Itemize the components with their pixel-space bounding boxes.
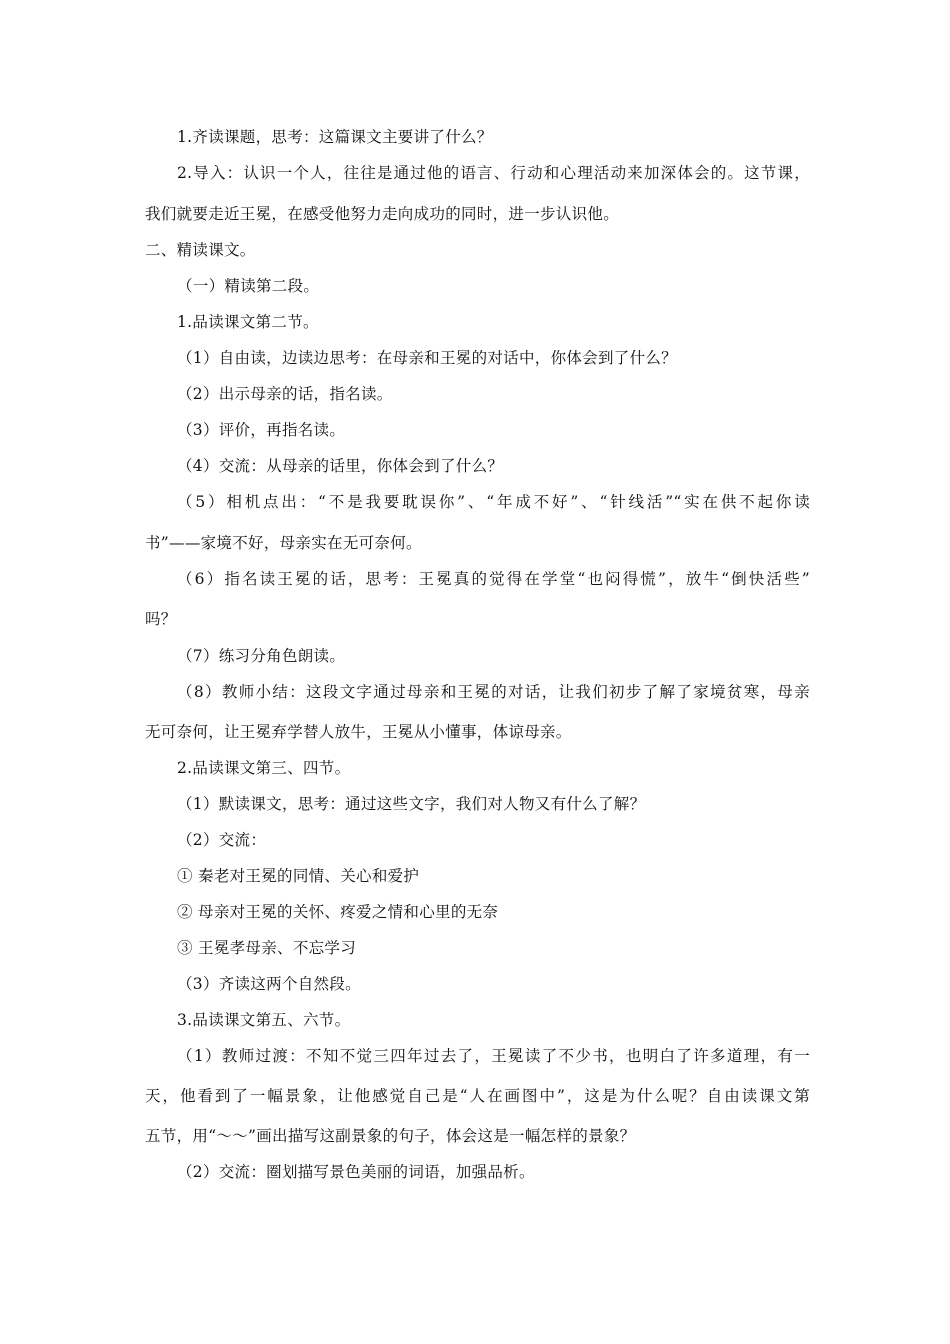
- list-item: ① 秦老对王冕的同情、关心和爱护: [177, 867, 420, 885]
- text-line: （6）指名读王冕的话，思考：王冕真的觉得在学堂“也闷得慌”，放牛“倒快活些”: [177, 570, 810, 588]
- text-line: 1.齐读课题，思考：这篇课文主要讲了什么？: [177, 128, 493, 146]
- text-line: 无可奈何，让王冕弃学替人放牛，王冕从小懂事，体谅母亲。: [145, 723, 572, 741]
- text-line: （2）出示母亲的话，指名读。: [177, 385, 393, 403]
- text-line: 吗？: [145, 610, 177, 628]
- text-line: 2.导入：认识一个人，往往是通过他的语言、行动和心理活动来加深体会的。这节课，: [177, 164, 810, 182]
- text-line: （1）自由读，边读边思考：在母亲和王冕的对话中，你体会到了什么？: [177, 349, 677, 367]
- list-item: ③ 王冕孝母亲、不忘学习: [177, 939, 357, 957]
- text-line: （7）练习分角色朗读。: [177, 647, 346, 665]
- section-heading: 二、精读课文。: [145, 241, 256, 259]
- subsection-heading: （一）精读第二段。: [177, 277, 320, 295]
- text-line: （5）相机点出：“不是我要耽误你”、“年成不好”、“针线活”“实在供不起你读: [177, 493, 810, 511]
- text-line: 书”——家境不好，母亲实在无可奈何。: [145, 534, 422, 552]
- list-item: ② 母亲对王冕的关怀、疼爱之情和心里的无奈: [177, 903, 499, 921]
- text-line: （4）交流：从母亲的话里，你体会到了什么？: [177, 457, 504, 475]
- text-line: 天，他看到了一幅景象，让他感觉自己是“人在画图中”，这是为什么呢？自由读课文第: [145, 1087, 810, 1105]
- text-line: （3）齐读这两个自然段。: [177, 975, 361, 993]
- text-line: 五节，用“～～”画出描写这副景象的句子，体会这是一幅怎样的景象？: [145, 1127, 636, 1145]
- text-line: 1.品读课文第二节。: [177, 313, 319, 331]
- text-line: （3）评价，再指名读。: [177, 421, 346, 439]
- text-line: 3.品读课文第五、六节。: [177, 1011, 351, 1029]
- text-line: （8）教师小结：这段文字通过母亲和王冕的对话，让我们初步了解了家境贫寒，母亲: [177, 683, 810, 701]
- text-line: （2）交流：圈划描写景色美丽的词语，加强品析。: [177, 1163, 535, 1181]
- text-line: （2）交流：: [177, 831, 267, 849]
- text-line: 我们就要走近王冕，在感受他努力走向成功的同时，进一步认识他。: [145, 205, 620, 223]
- text-line: 2.品读课文第三、四节。: [177, 759, 351, 777]
- text-line: （1）默读课文，思考：通过这些文字，我们对人物又有什么了解？: [177, 795, 646, 813]
- text-line: （1）教师过渡：不知不觉三四年过去了，王冕读了不少书，也明白了许多道理，有一: [177, 1047, 810, 1065]
